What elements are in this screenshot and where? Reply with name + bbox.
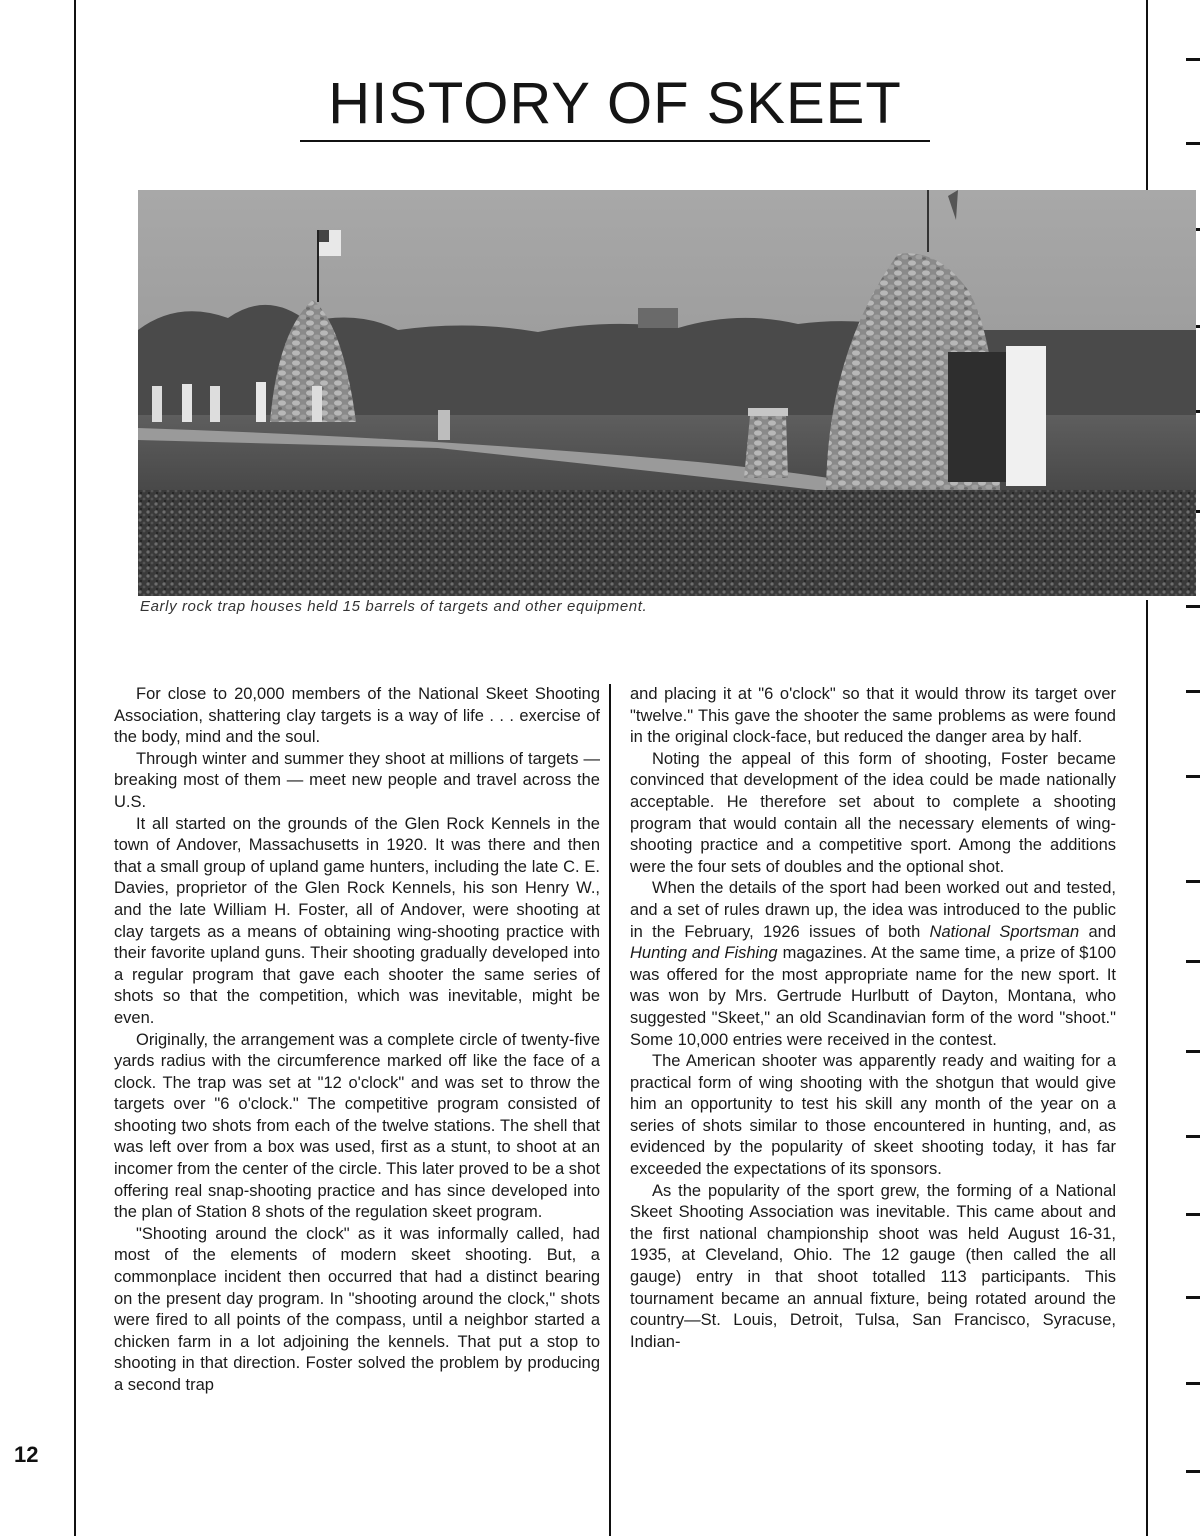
article-paragraph: Noting the appeal of this form of shooting, Foster became convinced that development of the idea could be made nationally acceptable. He therefore set about to complete a shooting program that would contain all the necessary elements of wing-shooting practice and a competitive sport. Among the additions were the four sets of doubles and the optional shot. [630, 749, 1116, 876]
paragraph-text: magazines. At the same time, a prize of $100 was offered for the most appropriate name for the new sport. It was won by Mrs. Gertrude Hurlbutt of Dayton, Montana, who suggested "Skeet," an old Scandinavian form of the word "shoot." Some 10,000 entries were received in the contest. [630, 944, 1116, 1049]
article-paragraph: As the popularity of the sport grew, the forming of a National Skeet Shooting Association was inevitable. This came about and the first national championship shoot was held August 16-31, 1935, at Cleveland, Ohio. The 12 gauge (then called the all gauge) entry in that shoot totalled 113 participants. This tournament became an annual fixture, being rotated around the country—St. Louis, Detroit, Tulsa, San Francisco, Syracuse, Indian- [630, 1181, 1116, 1351]
article-paragraph: "Shooting around the clock" as it was informally called, had most of the elements of modern skeet shooting. But, a commonplace incident then occurred that had a distinct bearing on the present day program. In "shooting around the clock," shots were fired to all points of the compass, until a neighbor started a chicken farm in a lot adjoining the kennels. That put a stop to shooting in that direction. Foster solved the problem by producing a second trap [114, 1224, 600, 1394]
edge-tick-mark [1186, 690, 1200, 693]
edge-tick-mark [1186, 1296, 1200, 1299]
edge-tick-mark [1186, 960, 1200, 963]
right-margin-rule-lower [1146, 600, 1148, 1536]
edge-tick-mark [1186, 880, 1200, 883]
left-margin-rule [74, 0, 76, 1536]
paragraph-text: and [1079, 922, 1116, 941]
page-title: HISTORY OF SKEET [328, 71, 902, 136]
skeet-field-photo-icon [138, 190, 1196, 596]
article-paragraph: The American shooter was apparently ready and waiting for a practical form of wing shooting with the shotgun that would give him an opportunity to test his skill any month of the year on a series of shots similar to those encountered in hunting, and, as evidenced by the popularity of skeet shooting today, it has far exceeded the expectations of its sponsors. [630, 1052, 1116, 1179]
article-paragraph: It all started on the grounds of the Glen Rock Kennels in the town of Andover, Massachusetts in 1920. It was there and then that a small group of upland game hunters, including the late C. E. Davies, proprietor of the Glen Rock Kennels, his son Henry W., and the late William H. Foster, all of Andover, were shooting at clay targets as a means of obtaining wing-shooting practice with their favorite upland guns. Their shooting gradually developed into a regular program that gave each shooter the same series of shots so that the competition, which was inevitable, might be even. [114, 814, 600, 1027]
edge-tick-mark [1186, 58, 1200, 61]
edge-tick-mark [1186, 1470, 1200, 1473]
page-number: 12 [14, 1442, 39, 1467]
edge-tick-mark [1186, 605, 1200, 608]
edge-tick-mark [1186, 775, 1200, 778]
edge-tick-mark [1186, 1050, 1200, 1053]
paragraph-text: When the details of the sport had been worked out and tested, and a set of rules drawn up, the idea was introduced to the public in the February, 1926 issues of both [630, 879, 1116, 941]
column-divider [609, 684, 611, 1536]
article-paragraph: Through winter and summer they shoot at millions of targets — breaking most of them — meet new people and travel across the U.S. [114, 749, 600, 811]
title-underline [300, 140, 930, 142]
edge-tick-mark [1186, 1135, 1200, 1138]
article-paragraph [630, 878, 1116, 1051]
article-paragraph: For close to 20,000 members of the National Skeet Shooting Association, shattering clay targets is a way of life . . . exercise of the body, mind and the soul. [114, 685, 600, 747]
edge-tick-mark [1186, 142, 1200, 145]
article-right-column [630, 684, 1116, 1353]
edge-tick-mark [1186, 1382, 1200, 1385]
article-left-column [114, 684, 600, 1397]
photo-caption: Early rock trap houses held 15 barrels of targets and other equipment. [140, 598, 648, 615]
magazine-title: Hunting and Fishing [630, 944, 778, 963]
skeet-field-photo [138, 190, 1196, 596]
right-margin-rule [1146, 0, 1148, 190]
article-paragraph: Originally, the arrangement was a complete circle of twenty-five yards radius with the circumference marked off like the face of a clock. The trap was set at "12 o'clock" and was set to throw the targets over "6 o'clock." The competitive program consisted of shooting two shots from each of the twelve stations. The shell that was left over from a box was used, first as a stunt, to shoot at an incomer from the center of the circle. This later proved to be a shot offering real snap-shooting practice and has since developed into the plan of Station 8 shots of the regulation skeet program. [114, 1030, 600, 1222]
magazine-title: National Sportsman [929, 922, 1080, 941]
article-paragraph: and placing it at "6 o'clock" so that it would throw its target over "twelve." This gave the shooter the same problems as were found in the original clock-face, but reduced the danger area by half. [630, 685, 1116, 747]
edge-tick-mark [1186, 1213, 1200, 1216]
